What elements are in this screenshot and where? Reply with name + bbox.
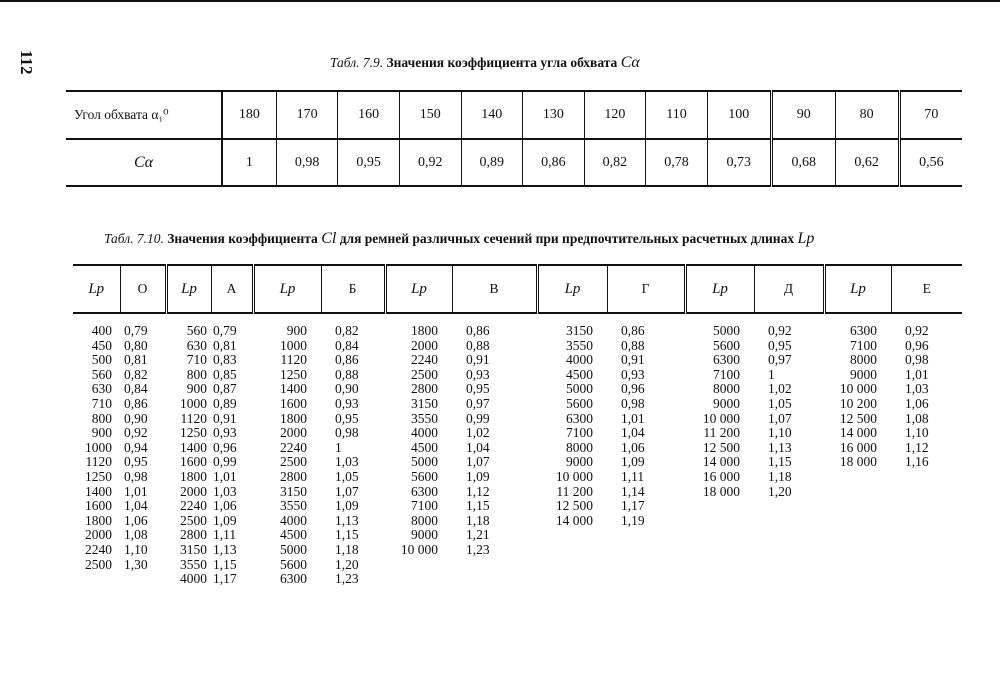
length-column bbox=[824, 324, 891, 470]
length-value: 8000 bbox=[850, 352, 877, 368]
coefficient-value: 0,93 bbox=[621, 366, 645, 382]
caption-text: Значения коэффициента угла обхвата bbox=[386, 55, 618, 70]
lp-header: Lp bbox=[253, 265, 321, 313]
coefficient-value: 1,13 bbox=[768, 439, 792, 455]
coefficient-cell: 0,73 bbox=[707, 139, 771, 186]
length-value: 10 200 bbox=[839, 395, 877, 411]
length-value: 1800 bbox=[85, 512, 112, 528]
length-value: 2000 bbox=[85, 527, 112, 543]
length-value: 6300 bbox=[566, 410, 593, 426]
length-value: 7100 bbox=[850, 337, 877, 353]
length-value: 900 bbox=[91, 425, 112, 441]
coefficient-value: 1,09 bbox=[621, 454, 645, 470]
length-value: 4000 bbox=[180, 571, 207, 587]
coefficient-value: 0,81 bbox=[213, 337, 237, 353]
coefficient-value: 0,91 bbox=[621, 352, 645, 368]
coefficient-column bbox=[120, 324, 166, 572]
length-value: 2800 bbox=[280, 468, 307, 484]
table-7-10-caption bbox=[104, 230, 814, 248]
coefficient-value: 1,17 bbox=[213, 571, 237, 587]
coefficient-value: 1,19 bbox=[621, 512, 645, 528]
coefficient-value: 1,03 bbox=[213, 483, 237, 499]
coefficient-value: 0,98 bbox=[621, 395, 645, 411]
coefficient-value: 1,03 bbox=[905, 381, 929, 397]
length-value: 10 000 bbox=[702, 410, 740, 426]
coefficient-row bbox=[66, 139, 962, 186]
coefficient-value: 1,17 bbox=[621, 498, 645, 514]
table-7-10-header-row bbox=[73, 265, 962, 313]
length-value: 6300 bbox=[280, 571, 307, 587]
coefficient-value: 0,91 bbox=[466, 352, 490, 368]
coefficient-value: 0,95 bbox=[124, 454, 148, 470]
page-number: 112 bbox=[17, 50, 36, 75]
coefficient-value: 1,05 bbox=[335, 468, 359, 484]
coefficient-row-header: Cα bbox=[66, 139, 222, 186]
length-value: 16 000 bbox=[839, 439, 877, 455]
coefficient-value: 0,84 bbox=[124, 381, 148, 397]
angle-cell: 80 bbox=[835, 91, 899, 139]
lp-header: Lp bbox=[824, 265, 891, 313]
coefficient-value: 0,96 bbox=[621, 381, 645, 397]
length-value: 2500 bbox=[411, 366, 438, 382]
length-value: 5600 bbox=[713, 337, 740, 353]
coefficient-value: 0,91 bbox=[213, 410, 237, 426]
angle-cell: 150 bbox=[399, 91, 461, 139]
coefficient-value: 1,02 bbox=[768, 381, 792, 397]
coefficient-cell: 0,86 bbox=[523, 139, 585, 186]
coefficient-value: 0,98 bbox=[335, 425, 359, 441]
length-value: 18 000 bbox=[702, 483, 740, 499]
length-value: 1600 bbox=[180, 454, 207, 470]
section-header: А bbox=[211, 265, 253, 313]
length-value: 630 bbox=[91, 381, 112, 397]
table-7-10 bbox=[73, 264, 962, 587]
coefficient-value: 0,96 bbox=[905, 337, 929, 353]
length-value: 3550 bbox=[280, 498, 307, 514]
length-value: 2240 bbox=[180, 498, 207, 514]
angle-cell: 180 bbox=[222, 91, 276, 139]
coefficient-value: 0,89 bbox=[213, 395, 237, 411]
coefficient-column bbox=[754, 324, 824, 499]
length-value: 5600 bbox=[411, 468, 438, 484]
length-value: 500 bbox=[91, 352, 112, 368]
coefficient-value: 1,06 bbox=[621, 439, 645, 455]
coefficient-value: 1,15 bbox=[335, 527, 359, 543]
angle-row bbox=[66, 91, 962, 139]
length-column bbox=[385, 324, 452, 558]
length-value: 2500 bbox=[85, 556, 112, 572]
coefficient-value: 1,09 bbox=[213, 512, 237, 528]
coefficient-cell: 0,62 bbox=[835, 139, 899, 186]
length-value: 1400 bbox=[180, 439, 207, 455]
coefficient-value: 1,08 bbox=[905, 410, 929, 426]
coefficient-value: 1,04 bbox=[124, 498, 148, 514]
length-value: 900 bbox=[286, 323, 307, 338]
length-value: 5000 bbox=[411, 454, 438, 470]
length-value: 2000 bbox=[411, 337, 438, 353]
coefficient-cell: 0,78 bbox=[646, 139, 708, 186]
length-value: 1120 bbox=[85, 454, 112, 470]
length-value: 3150 bbox=[180, 541, 207, 557]
length-value: 3150 bbox=[280, 483, 307, 499]
coefficient-value: 1,01 bbox=[621, 410, 645, 426]
length-value: 560 bbox=[91, 366, 112, 382]
coefficient-value: 1,18 bbox=[466, 512, 490, 528]
coefficient-value: 0,95 bbox=[335, 410, 359, 426]
caption-symbol: Cα bbox=[620, 54, 640, 71]
coefficient-value: 0,92 bbox=[768, 323, 792, 338]
angle-cell: 110 bbox=[646, 91, 708, 139]
coefficient-value: 1,10 bbox=[768, 425, 792, 441]
coefficient-value: 0,81 bbox=[124, 352, 148, 368]
coefficient-value: 1,06 bbox=[905, 395, 929, 411]
length-value: 12 500 bbox=[702, 439, 740, 455]
coefficient-value: 0,87 bbox=[213, 381, 237, 397]
coefficient-value: 1,03 bbox=[335, 454, 359, 470]
angle-cell: 90 bbox=[771, 91, 835, 139]
section-header: Г bbox=[607, 265, 685, 313]
length-value: 1400 bbox=[280, 381, 307, 397]
coefficient-value: 0,97 bbox=[768, 352, 792, 368]
coefficient-column bbox=[321, 324, 385, 587]
coefficient-value: 1,05 bbox=[768, 395, 792, 411]
length-value: 1000 bbox=[280, 337, 307, 353]
section-header: О bbox=[120, 265, 166, 313]
coefficient-value: 0,97 bbox=[466, 395, 490, 411]
lp-header: Lp bbox=[537, 265, 607, 313]
coefficient-value: 1,15 bbox=[768, 454, 792, 470]
angle-cell: 160 bbox=[338, 91, 400, 139]
length-column bbox=[253, 324, 321, 587]
lp-header: Lp bbox=[166, 265, 211, 313]
length-value: 4000 bbox=[566, 352, 593, 368]
length-value: 18 000 bbox=[839, 454, 877, 470]
table-7-9 bbox=[66, 90, 962, 187]
length-value: 11 200 bbox=[703, 425, 740, 441]
coefficient-value: 1,14 bbox=[621, 483, 645, 499]
length-value: 630 bbox=[186, 337, 207, 353]
length-value: 4500 bbox=[411, 439, 438, 455]
length-column bbox=[537, 324, 607, 528]
length-value: 3550 bbox=[411, 410, 438, 426]
caption-symbol-2: Lp bbox=[797, 230, 815, 247]
coefficient-value: 1,23 bbox=[466, 541, 490, 557]
coefficient-value: 1,08 bbox=[124, 527, 148, 543]
length-value: 3150 bbox=[566, 323, 593, 338]
coefficient-value: 0,93 bbox=[466, 366, 490, 382]
length-value: 2500 bbox=[280, 454, 307, 470]
length-value: 12 500 bbox=[839, 410, 877, 426]
length-value: 4500 bbox=[566, 366, 593, 382]
length-value: 8000 bbox=[566, 439, 593, 455]
length-value: 11 200 bbox=[556, 483, 593, 499]
length-value: 1800 bbox=[180, 468, 207, 484]
coefficient-column bbox=[452, 324, 537, 558]
length-value: 2500 bbox=[180, 512, 207, 528]
coefficient-value: 0,94 bbox=[124, 439, 148, 455]
length-value: 800 bbox=[91, 410, 112, 426]
length-value: 710 bbox=[91, 395, 112, 411]
length-column bbox=[73, 324, 120, 572]
length-value: 6300 bbox=[713, 352, 740, 368]
length-value: 7100 bbox=[411, 498, 438, 514]
length-value: 10 000 bbox=[555, 468, 593, 484]
section-header: Д bbox=[754, 265, 824, 313]
table-7-9-caption bbox=[330, 54, 640, 72]
length-value: 900 bbox=[186, 381, 207, 397]
caption-text: Значения коэффициента bbox=[167, 231, 318, 246]
coefficient-value: 0,88 bbox=[335, 366, 359, 382]
lp-header: Lp bbox=[73, 265, 120, 313]
coefficient-value: 0,93 bbox=[335, 395, 359, 411]
length-value: 800 bbox=[186, 366, 207, 382]
coefficient-value: 0,83 bbox=[213, 352, 237, 368]
coefficient-value: 1,01 bbox=[124, 483, 148, 499]
coefficient-value: 1,06 bbox=[213, 498, 237, 514]
length-value: 4000 bbox=[280, 512, 307, 528]
coefficient-cell: 0,98 bbox=[276, 139, 338, 186]
coefficient-value: 1 bbox=[335, 439, 342, 455]
coefficient-value: 1,30 bbox=[124, 556, 148, 572]
coefficient-value: 0,88 bbox=[466, 337, 490, 353]
length-value: 3550 bbox=[180, 556, 207, 572]
length-value: 400 bbox=[91, 323, 112, 338]
coefficient-value: 1,02 bbox=[466, 425, 490, 441]
coefficient-value: 0,96 bbox=[213, 439, 237, 455]
coefficient-cell: 0,68 bbox=[771, 139, 835, 186]
coefficient-cell: 0,56 bbox=[899, 139, 962, 186]
coefficient-value: 0,88 bbox=[621, 337, 645, 353]
length-value: 9000 bbox=[566, 454, 593, 470]
lp-header: Lp bbox=[385, 265, 452, 313]
length-value: 5600 bbox=[280, 556, 307, 572]
length-value: 1120 bbox=[180, 410, 207, 426]
angle-cell: 140 bbox=[461, 91, 523, 139]
length-value: 5000 bbox=[713, 323, 740, 338]
coefficient-value: 0,99 bbox=[213, 454, 237, 470]
coefficient-value: 0,98 bbox=[905, 352, 929, 368]
length-value: 1250 bbox=[180, 425, 207, 441]
length-value: 8000 bbox=[713, 381, 740, 397]
coefficient-value: 1,01 bbox=[905, 366, 929, 382]
angle-cell: 120 bbox=[584, 91, 646, 139]
length-value: 1800 bbox=[280, 410, 307, 426]
length-value: 7100 bbox=[566, 425, 593, 441]
coefficient-value: 0,82 bbox=[124, 366, 148, 382]
coefficient-value: 0,79 bbox=[124, 323, 148, 338]
length-value: 1600 bbox=[85, 498, 112, 514]
coefficient-value: 1,23 bbox=[335, 571, 359, 587]
coefficient-value: 1,18 bbox=[768, 468, 792, 484]
coefficient-value: 1,09 bbox=[335, 498, 359, 514]
coefficient-value: 1,21 bbox=[466, 527, 490, 543]
coefficient-value: 1,11 bbox=[213, 527, 237, 543]
length-value: 2800 bbox=[180, 527, 207, 543]
length-value: 4500 bbox=[280, 527, 307, 543]
length-value: 14 000 bbox=[702, 454, 740, 470]
length-value: 12 500 bbox=[555, 498, 593, 514]
coefficient-value: 1,20 bbox=[335, 556, 359, 572]
length-value: 560 bbox=[186, 323, 207, 338]
section-header: Е bbox=[891, 265, 962, 313]
length-column bbox=[166, 324, 211, 587]
length-value: 5000 bbox=[280, 541, 307, 557]
coefficient-value: 0,80 bbox=[124, 337, 148, 353]
coefficient-column bbox=[607, 324, 685, 528]
coefficient-value: 1,09 bbox=[466, 468, 490, 484]
section-header: В bbox=[452, 265, 537, 313]
length-value: 1000 bbox=[85, 439, 112, 455]
length-value: 2240 bbox=[85, 541, 112, 557]
length-value: 10 000 bbox=[400, 541, 438, 557]
angle-cell: 100 bbox=[707, 91, 771, 139]
length-value: 3150 bbox=[411, 395, 438, 411]
length-value: 1400 bbox=[85, 483, 112, 499]
coefficient-cell: 0,95 bbox=[338, 139, 400, 186]
coefficient-value: 1,15 bbox=[213, 556, 237, 572]
length-value: 4000 bbox=[411, 425, 438, 441]
length-value: 1800 bbox=[411, 323, 438, 338]
coefficient-value: 0,85 bbox=[213, 366, 237, 382]
coefficient-cell: 1 bbox=[222, 139, 276, 186]
length-value: 1120 bbox=[280, 352, 307, 368]
coefficient-value: 1,04 bbox=[466, 439, 490, 455]
length-value: 450 bbox=[91, 337, 112, 353]
length-value: 7100 bbox=[713, 366, 740, 382]
length-value: 14 000 bbox=[839, 425, 877, 441]
coefficient-value: 1,13 bbox=[213, 541, 237, 557]
length-value: 3550 bbox=[566, 337, 593, 353]
coefficient-value: 0,86 bbox=[466, 323, 490, 338]
coefficient-value: 0,95 bbox=[768, 337, 792, 353]
coefficient-value: 1,01 bbox=[213, 468, 237, 484]
coefficient-value: 1,07 bbox=[335, 483, 359, 499]
angle-cell: 170 bbox=[276, 91, 338, 139]
length-value: 710 bbox=[186, 352, 207, 368]
length-value: 2800 bbox=[411, 381, 438, 397]
coefficient-value: 0,90 bbox=[124, 410, 148, 426]
length-value: 5600 bbox=[566, 395, 593, 411]
coefficient-value: 1,11 bbox=[621, 468, 645, 484]
length-value: 9000 bbox=[850, 366, 877, 382]
length-value: 2240 bbox=[280, 439, 307, 455]
caption-label: Табл. 7.10. bbox=[104, 231, 164, 246]
coefficient-value: 1,20 bbox=[768, 483, 792, 499]
length-value: 16 000 bbox=[702, 468, 740, 484]
coefficient-value: 0,92 bbox=[124, 425, 148, 441]
coefficient-value: 1,07 bbox=[768, 410, 792, 426]
coefficient-cell: 0,82 bbox=[584, 139, 646, 186]
coefficient-value: 0,95 bbox=[466, 381, 490, 397]
coefficient-value: 0,86 bbox=[124, 395, 148, 411]
section-header: Б bbox=[321, 265, 385, 313]
coefficient-value: 1,07 bbox=[466, 454, 490, 470]
coefficient-value: 0,86 bbox=[621, 323, 645, 338]
length-value: 9000 bbox=[411, 527, 438, 543]
caption-text-2: для ремней различных сечений при предпочтительных расчетных длинах bbox=[339, 231, 795, 246]
length-column bbox=[685, 324, 754, 499]
angle-cell: 130 bbox=[523, 91, 585, 139]
length-value: 14 000 bbox=[555, 512, 593, 528]
coefficient-value: 1,06 bbox=[124, 512, 148, 528]
length-value: 5000 bbox=[566, 381, 593, 397]
coefficient-value: 1,10 bbox=[124, 541, 148, 557]
coefficient-value: 0,93 bbox=[213, 425, 237, 441]
length-value: 6300 bbox=[411, 483, 438, 499]
coefficient-value: 0,82 bbox=[335, 323, 359, 338]
table-7-10-body-row bbox=[73, 313, 962, 587]
coefficient-value: 1,15 bbox=[466, 498, 490, 514]
coefficient-value: 0,84 bbox=[335, 337, 359, 353]
length-value: 6300 bbox=[850, 323, 877, 338]
caption-symbol: Cl bbox=[321, 230, 337, 247]
coefficient-value: 1,12 bbox=[905, 439, 929, 455]
coefficient-value: 1,04 bbox=[621, 425, 645, 441]
coefficient-value: 0,90 bbox=[335, 381, 359, 397]
angle-row-header: Угол обхвата α₁⁰ bbox=[66, 91, 222, 139]
angle-cell: 70 bbox=[899, 91, 962, 139]
length-value: 2000 bbox=[180, 483, 207, 499]
coefficient-column bbox=[891, 324, 962, 470]
coefficient-value: 0,79 bbox=[213, 323, 237, 338]
length-value: 1600 bbox=[280, 395, 307, 411]
top-rule bbox=[0, 0, 1000, 2]
length-value: 9000 bbox=[713, 395, 740, 411]
coefficient-value: 1,16 bbox=[905, 454, 929, 470]
coefficient-value: 0,98 bbox=[124, 468, 148, 484]
coefficient-value: 0,86 bbox=[335, 352, 359, 368]
length-value: 10 000 bbox=[839, 381, 877, 397]
coefficient-value: 0,99 bbox=[466, 410, 490, 426]
length-value: 8000 bbox=[411, 512, 438, 528]
coefficient-value: 1,10 bbox=[905, 425, 929, 441]
coefficient-column bbox=[211, 324, 253, 587]
coefficient-value: 1,18 bbox=[335, 541, 359, 557]
caption-label: Табл. 7.9. bbox=[330, 55, 384, 70]
lp-header: Lp bbox=[685, 265, 754, 313]
coefficient-value: 1,12 bbox=[466, 483, 490, 499]
coefficient-cell: 0,92 bbox=[399, 139, 461, 186]
length-value: 1250 bbox=[280, 366, 307, 382]
coefficient-value: 1,13 bbox=[335, 512, 359, 528]
length-value: 2000 bbox=[280, 425, 307, 441]
length-value: 1250 bbox=[85, 468, 112, 484]
length-value: 1000 bbox=[180, 395, 207, 411]
coefficient-value: 1 bbox=[768, 366, 775, 382]
length-value: 2240 bbox=[411, 352, 438, 368]
coefficient-value: 0,92 bbox=[905, 323, 929, 338]
coefficient-cell: 0,89 bbox=[461, 139, 523, 186]
